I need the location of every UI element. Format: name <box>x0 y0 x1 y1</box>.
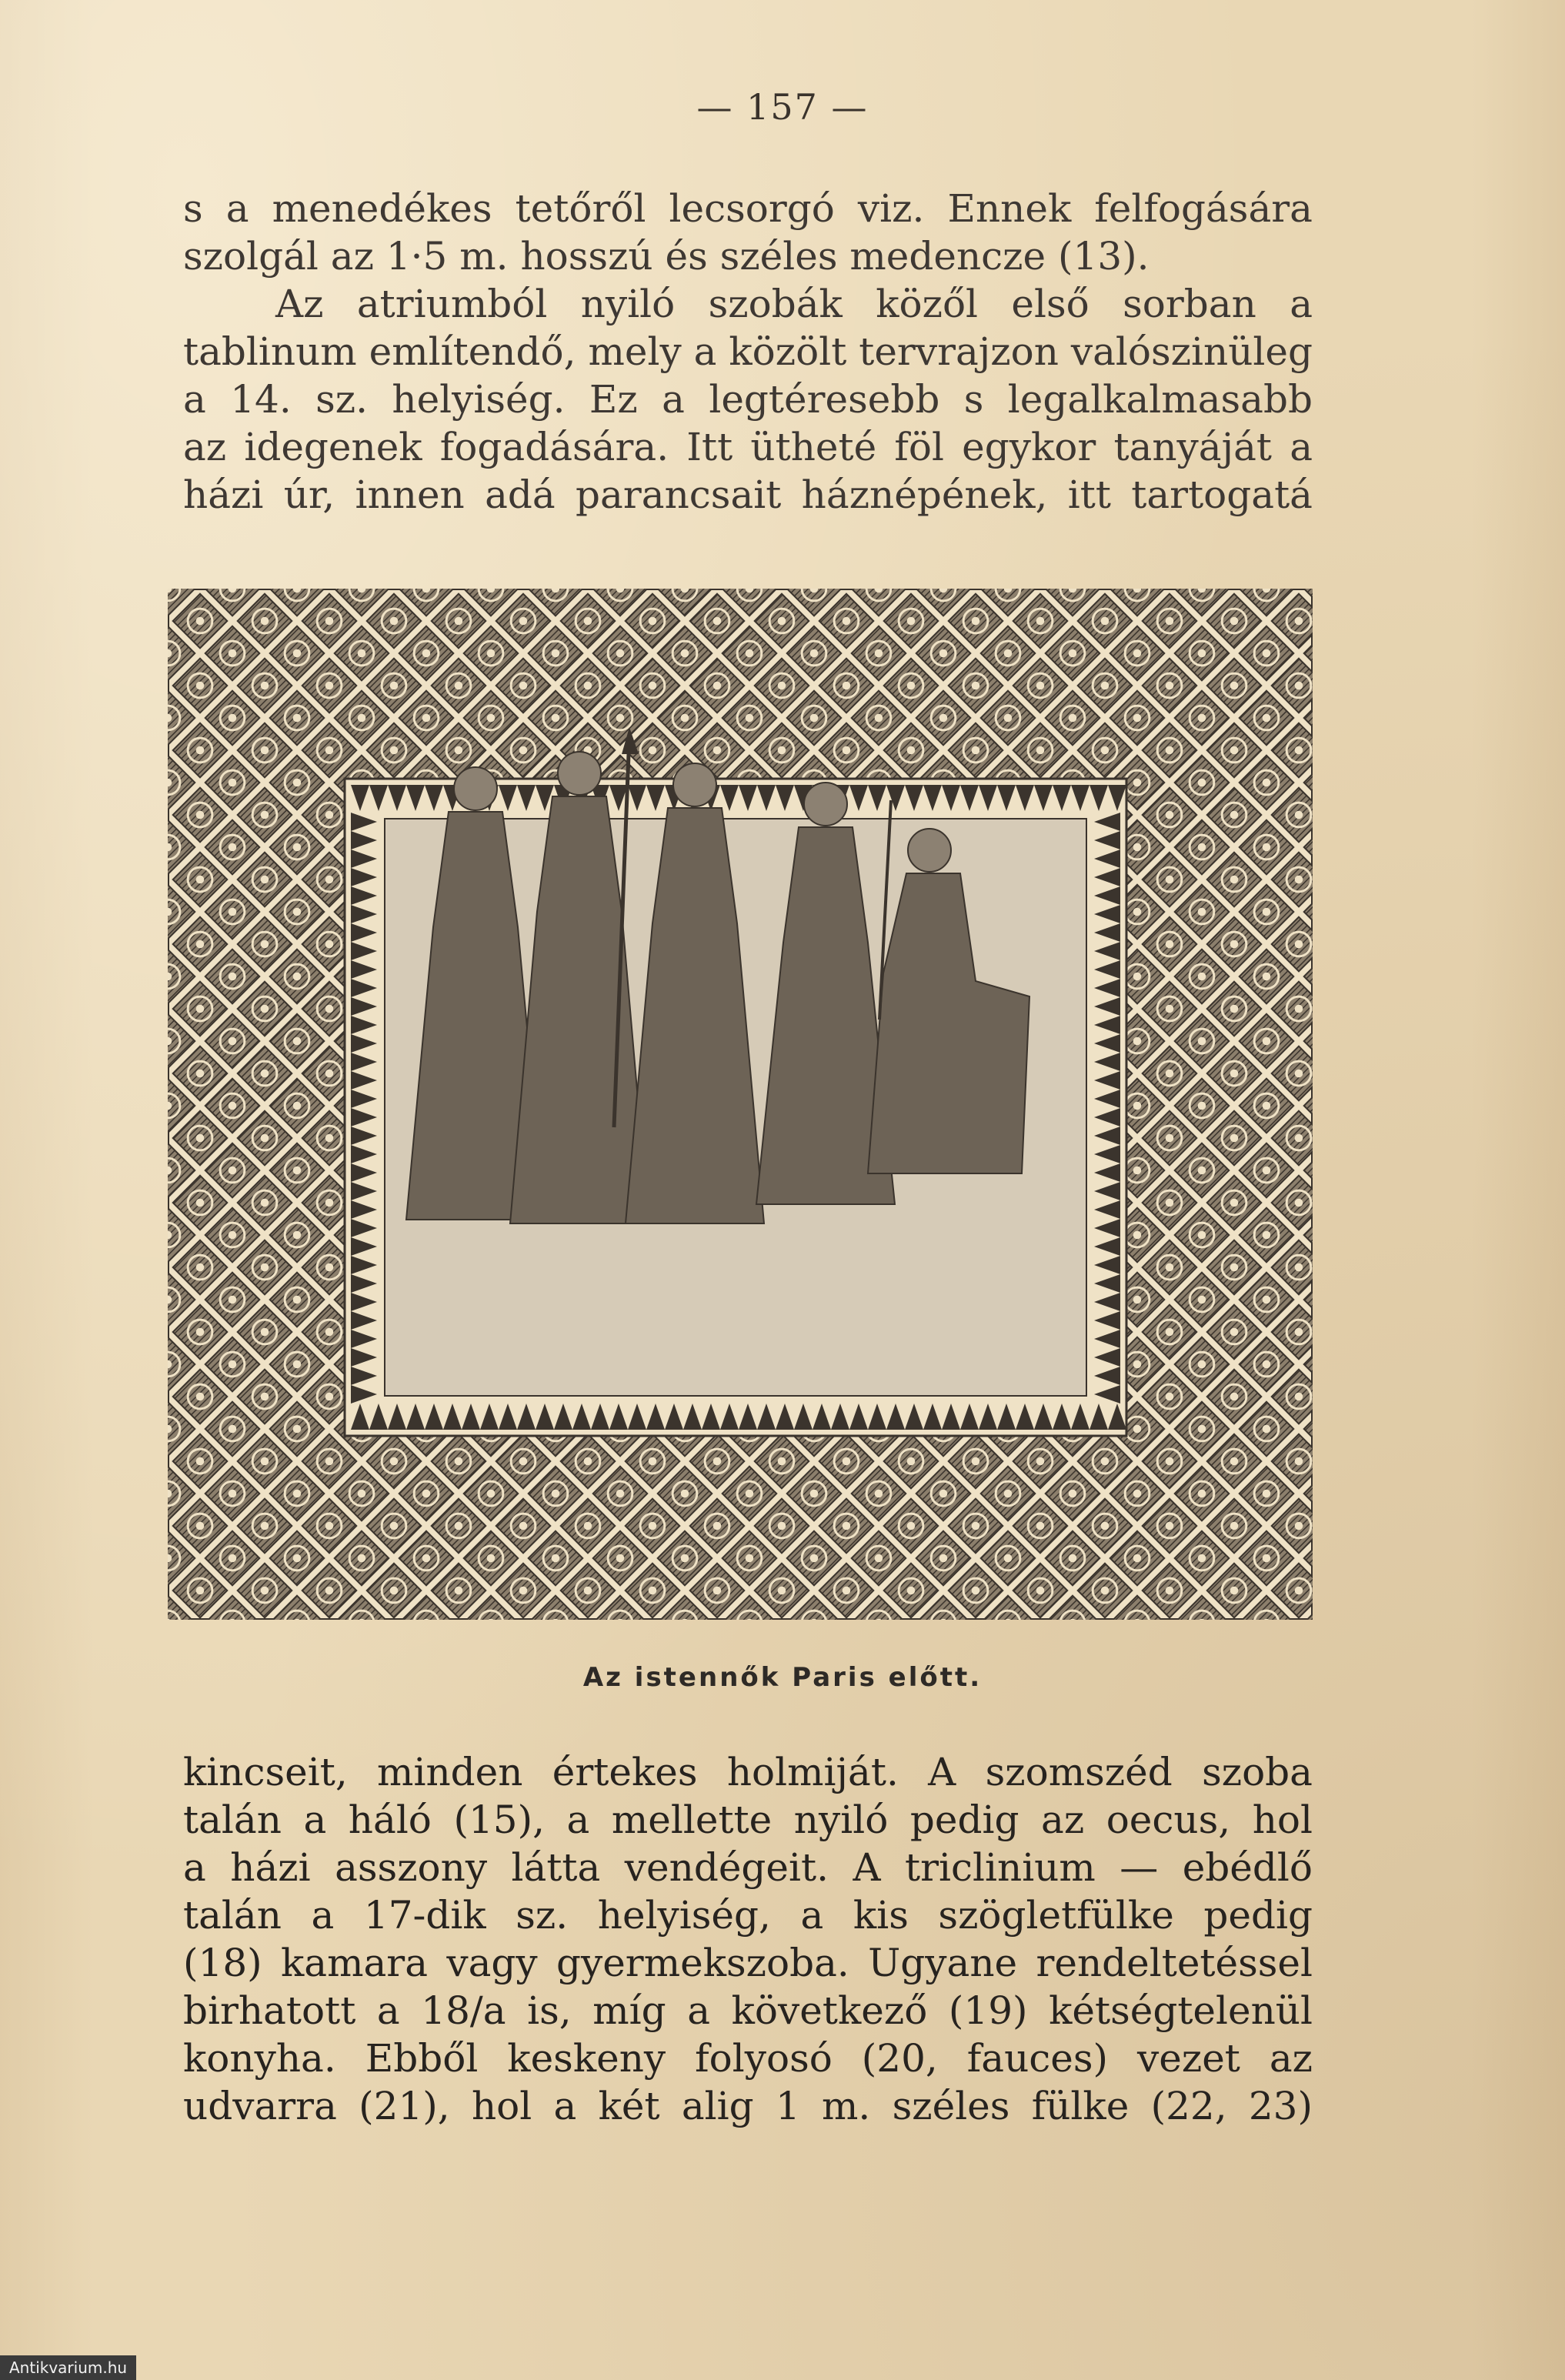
text-line: birhatott a 18/a is, míg a következő (19) kétségtelenül <box>183 1988 1313 2033</box>
watermark-logo: Antikvarium.hu <box>0 2355 136 2380</box>
text-block-bottom <box>183 1748 1313 2130</box>
text-block-top <box>183 185 1313 519</box>
text-line: házi úr, innen adá parancsait háznépének, itt tartogatá <box>183 472 1313 517</box>
text-line: talán a háló (15), a mellette nyiló pedig az oecus, hol <box>183 1798 1313 1842</box>
text-line: Az atriumból nyiló szobák közől első sorban a <box>275 282 1313 326</box>
figure-caption: Az istennők Paris előtt. <box>582 1662 983 1693</box>
text-line: talán a 17-dik sz. helyiség, a kis szögletfülke pedig <box>183 1893 1313 1938</box>
text-line: az idegenek fogadására. Itt ütheté föl egykor tanyáját a <box>183 425 1313 469</box>
text-line: szolgál az 1·5 m. hosszú és széles medencze (13). <box>183 234 1150 279</box>
text-line: tablinum említendő, mely a közölt tervrajzon valószinüleg <box>183 329 1313 374</box>
page-number: — 157 — <box>696 86 869 128</box>
text-line: (18) kamara vagy gyermekszoba. Ugyane rendeltetéssel <box>183 1941 1313 1985</box>
text-line: a házi asszony látta vendégeit. A triclinium — ebédlő <box>183 1845 1313 1890</box>
text-line: konyha. Ebből keskeny folyosó (20, fauces) vezet az <box>183 2036 1313 2081</box>
text-line: a 14. sz. helyiség. Ez a legtéresebb s legalkalmasabb <box>183 377 1313 422</box>
text-line: udvarra (21), hol a két alig 1 m. széles fülke (22, 23) <box>183 2084 1313 2128</box>
mosaic-illustration <box>168 589 1313 1620</box>
text-line: kincseit, minden értekes holmiját. A szomszéd szoba <box>183 1750 1313 1794</box>
text-line: s a menedékes tetőről lecsorgó viz. Ennek felfogására <box>183 186 1313 231</box>
